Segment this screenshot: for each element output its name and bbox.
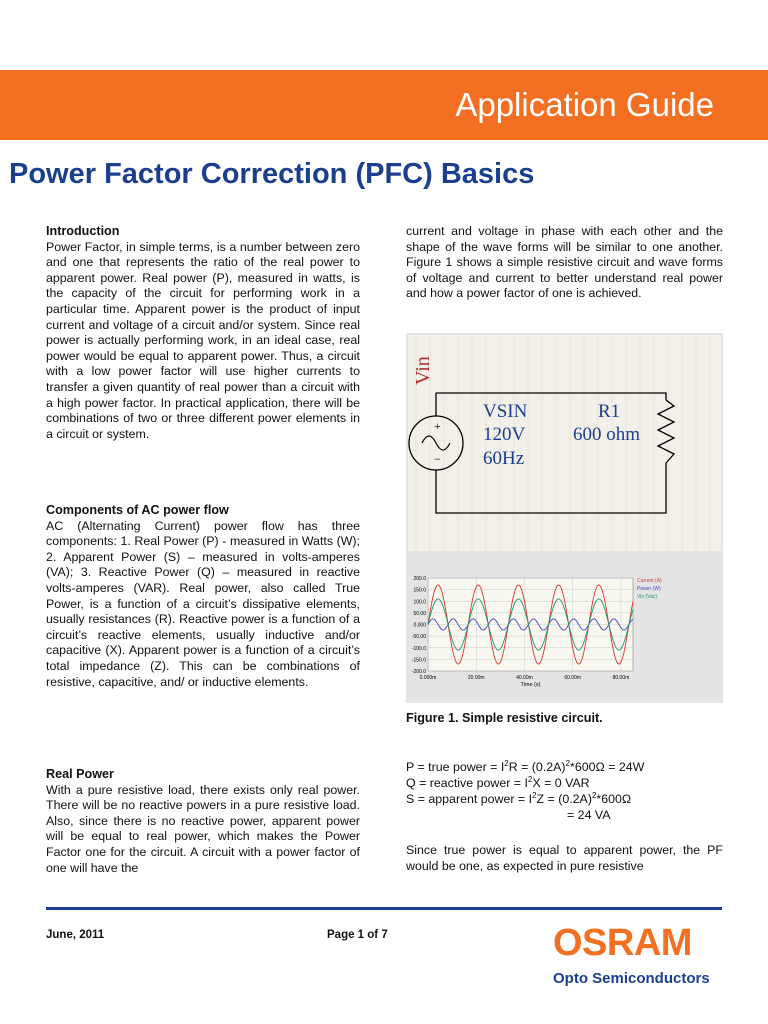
x-tick-label: 20.00m — [467, 675, 485, 681]
components-heading: Components of AC power flow — [46, 503, 229, 517]
figure-1 — [406, 333, 723, 703]
y-tick-label: 100.0 — [413, 599, 426, 606]
logo-subtitle: Opto Semiconductors — [553, 970, 710, 987]
waveform-chart — [412, 576, 662, 688]
resistor-name-label: R1 — [598, 401, 621, 422]
y-tick-label: -50.00 — [411, 634, 426, 641]
vin-label: Vin — [412, 356, 434, 385]
logo-brand: OSRAM — [553, 922, 692, 964]
real-power-section — [46, 767, 360, 876]
eq-text: P = true power = I — [406, 760, 505, 774]
right-column — [406, 224, 723, 302]
y-tick-label: -100.0 — [411, 645, 426, 652]
osram-logo — [553, 922, 723, 992]
source-name-label: VSIN — [483, 401, 528, 422]
y-tick-label: 50.00 — [413, 610, 426, 617]
introduction-body: Power Factor, in simple terms, is a number between zero and one that represents the ratio of the real power to apparent power. Real power (P), measured in watts, is the capacity of the circuit for performing work in a particular time. Apparent power is the product of input current and voltage of a circuit and/or system. Since real power is actually performing work, in an ideal case, real power would be equal to apparent power. Thus, a circuit with a low power factor will use higher currents to transfer a given quantity of real power than a circuit with a high power factor. In practical application, there will be combinations of two or three different power elements in a circuit or system. — [46, 239, 360, 441]
right-conclusion — [406, 843, 723, 874]
eq-text: R = (0.2A) — [508, 760, 566, 774]
equation-apparent-power — [406, 792, 631, 808]
eq-superscript: 2 — [591, 790, 597, 800]
eq-text: S = apparent power = I — [406, 792, 533, 806]
eq-text: *600Ω — [596, 792, 632, 806]
eq-text: Z = (0.2A) — [536, 792, 592, 806]
footer-divider — [46, 907, 722, 910]
real-power-body: With a pure resistive load, there exists only real power. There will be no reactive powers in a pure resistive load. Also, since there is no reactive power, apparent power will be equal to real power, which makes the Power Factor one for the circuit. A circuit with a power factor of one will have the — [46, 782, 360, 875]
plus-sign: + — [434, 419, 441, 433]
components-section — [46, 503, 360, 690]
introduction-heading: Introduction — [46, 224, 120, 238]
y-tick-label: 200.0 — [413, 576, 426, 582]
legend-entry: Power (W) — [637, 586, 661, 592]
banner-title: Application Guide — [455, 86, 714, 123]
page-number: Page 1 of 7 — [327, 929, 388, 941]
equation-apparent-result: = 24 VA — [567, 808, 611, 822]
x-tick-label: 40.00m — [516, 675, 533, 681]
y-tick-label: 150.0 — [413, 587, 426, 594]
source-voltage-label: 120V — [483, 424, 526, 445]
real-power-heading: Real Power — [46, 767, 114, 781]
eq-text: X = 0 VAR — [532, 776, 590, 790]
figure-svg — [406, 333, 723, 703]
eq-superscript: 2 — [565, 758, 570, 768]
right-intro-paragraph: current and voltage in phase with each other and the shape of the wave forms will be similar to one another. Figure 1 shows a simple resistive circuit and wave forms of voltage and current to better understand real power and how a power factor of one is achieved. — [406, 224, 723, 301]
footer-date: June, 2011 — [46, 929, 105, 941]
equation-reactive-power — [406, 776, 590, 792]
legend-entry: Vin (Vac) — [637, 594, 658, 600]
x-tick-label: 80.00m — [612, 675, 630, 681]
eq-text: Q = reactive power = I — [406, 776, 528, 790]
minus-sign: − — [434, 452, 441, 466]
resistor-value-label: 600 ohm — [573, 424, 641, 445]
eq-superscript: 2 — [527, 774, 533, 784]
source-frequency-label: 60Hz — [483, 448, 525, 469]
document-title: Power Factor Correction (PFC) Basics — [9, 158, 535, 190]
eq-superscript: 2 — [504, 758, 509, 768]
header-banner — [0, 70, 768, 140]
y-tick-label: -150.0 — [411, 657, 426, 664]
eq-text: *600Ω = 24W — [570, 760, 645, 774]
x-tick-label: 0.000m — [419, 675, 437, 681]
schematic-background — [408, 335, 721, 551]
components-body: AC (Alternating Current) power flow has three components: 1. Real Power (P) - measured in Watts (W); 2. Apparent Power (S) – measured in volts-amperes (VA); 3. Reactive Power (Q) – measured in reactive volts-amperes (VAR). Real power, also called True Power, is a function of a circuit’s dissipative elements, usually resistances (R). Reactive power is a function of a circuit’s reactive elements, usually inductive and/or capacitive (X). Apparent power is a function of a circuit’s total impedance (Z). This can be combinations of resistive, capacitive, and/ or inductive elements. — [46, 518, 360, 689]
legend-entry: Current (A) — [637, 578, 662, 584]
figure-caption: Figure 1. Simple resistive circuit. — [406, 711, 603, 725]
x-axis-label: Time (s) — [520, 682, 541, 688]
conclusion-paragraph: Since true power is equal to apparent power, the PF would be one, as expected in pure resistive — [406, 843, 723, 873]
y-tick-label: -200.0 — [411, 669, 426, 675]
x-tick-label: 60.00m — [564, 675, 582, 681]
introduction-section — [46, 224, 360, 442]
y-tick-label: 0.000 — [413, 622, 426, 629]
eq-superscript: 2 — [532, 790, 537, 800]
equation-real-power — [406, 760, 644, 776]
